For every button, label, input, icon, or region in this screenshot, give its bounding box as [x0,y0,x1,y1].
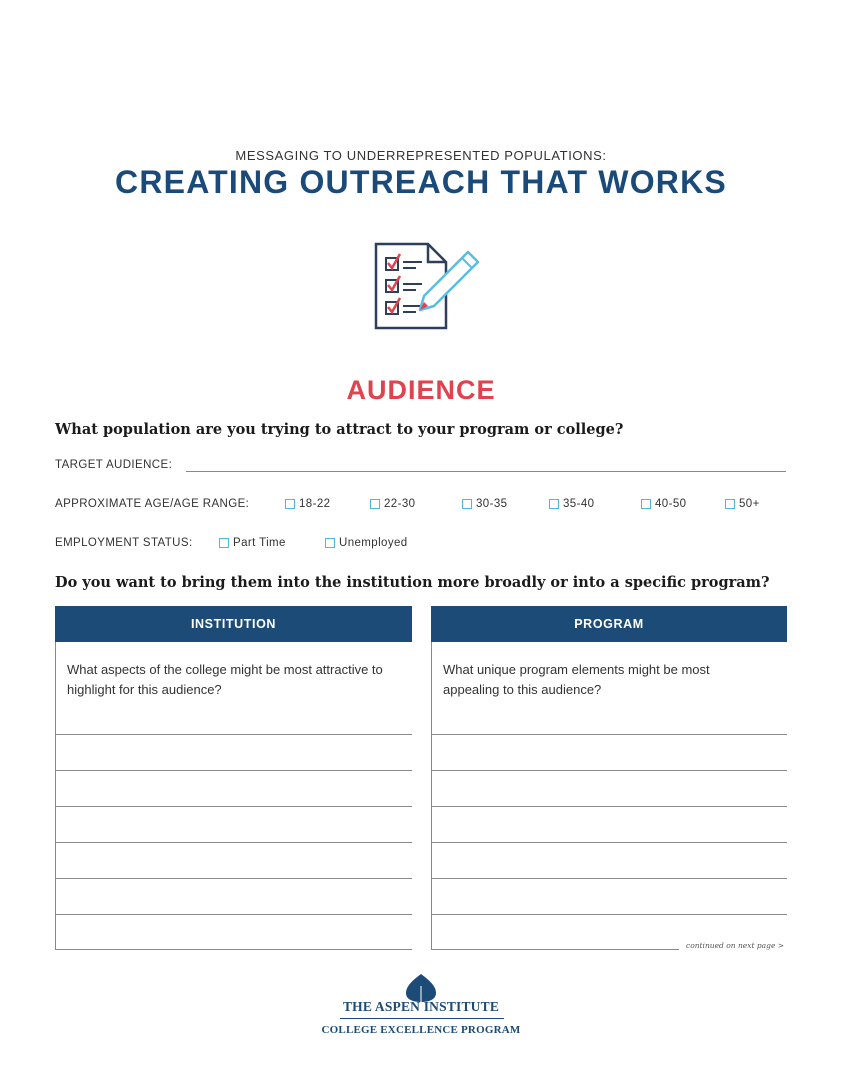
logo-subtext: COLLEGE EXCELLENCE PROGRAM [321,1024,521,1036]
institution-writing-line[interactable] [55,770,412,771]
institution-writing-line[interactable] [55,842,412,843]
page-title: CREATING OUTREACH THAT WORKS [115,164,727,200]
checkbox-icon[interactable] [462,499,472,509]
checkbox-icon[interactable] [325,538,335,548]
program-writing-line[interactable] [431,914,787,915]
age-option-label: 22-30 [384,498,416,510]
target-audience-field[interactable] [186,471,786,472]
age-option-label: 50+ [739,498,760,510]
age-option-label: 35-40 [563,498,595,510]
age-range-label: APPROXIMATE AGE/AGE RANGE: [55,498,250,510]
age-option-label: 40-50 [655,498,687,510]
checkbox-icon[interactable] [641,499,651,509]
checkbox-icon[interactable] [370,499,380,509]
institution-writing-line[interactable] [55,914,412,915]
institution-header: INSTITUTION [55,606,412,642]
checkbox-icon[interactable] [549,499,559,509]
checklist-pencil-icon [370,240,486,332]
age-option-30-35[interactable] [462,498,507,510]
employment-option-label: Unemployed [339,537,408,549]
program-writing-line[interactable] [431,806,787,807]
checkbox-icon[interactable] [725,499,735,509]
age-option-18-22[interactable] [285,498,330,510]
age-option-22-30[interactable] [370,498,415,510]
employment-status-label: EMPLOYMENT STATUS: [55,537,193,549]
institution-writing-line[interactable] [55,806,412,807]
checkbox-icon[interactable] [285,499,295,509]
section-title: AUDIENCE [346,375,496,405]
page-subtitle: MESSAGING TO UNDERREPRESENTED POPULATIONS: [235,148,607,163]
institution-writing-line[interactable] [55,878,412,879]
logo-divider [340,1018,504,1019]
institution-writing-line[interactable] [55,949,412,950]
institution-writing-line[interactable] [55,734,412,735]
age-option-label: 30-35 [476,498,508,510]
logo-text: THE ASPEN INSTITUTE [342,999,500,1014]
program-writing-line[interactable] [431,734,787,735]
employment-option-unemployed[interactable] [325,537,408,549]
age-option-40-50[interactable] [641,498,686,510]
age-option-label: 18-22 [299,498,331,510]
institution-prompt: What aspects of the college might be most attractive to highlight for this audience? [67,662,383,697]
program-header: PROGRAM [431,606,787,642]
target-audience-label: TARGET AUDIENCE: [55,459,173,471]
age-option-35-40[interactable] [549,498,594,510]
program-writing-line[interactable] [431,842,787,843]
checkbox-icon[interactable] [219,538,229,548]
age-option-50-plus[interactable] [725,498,760,510]
question-population: What population are you trying to attract to your program or college? [55,421,624,438]
continued-note: continued on next page > [686,941,785,950]
employment-option-part-time[interactable] [219,537,286,549]
program-writing-line[interactable] [431,770,787,771]
program-prompt: What unique program elements might be most appealing to this audience? [443,662,710,697]
program-writing-line[interactable] [431,878,787,879]
program-writing-line[interactable] [431,949,679,950]
employment-option-label: Part Time [233,537,286,549]
question-institution-or-program: Do you want to bring them into the institution more broadly or into a specific program? [55,574,770,591]
